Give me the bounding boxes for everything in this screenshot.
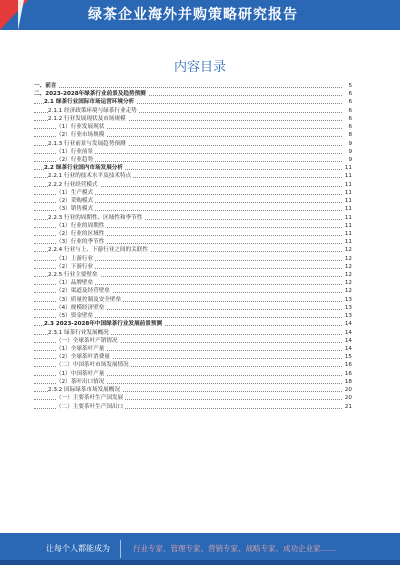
toc-entry-page: 15 — [342, 353, 352, 361]
toc-entry[interactable] — [34, 82, 352, 90]
toc-entry-page: 14 — [342, 329, 352, 337]
toc-entry-page: 9 — [342, 148, 352, 156]
toc-entry-page: 20 — [342, 386, 352, 394]
toc-entry-text: （1）生产模式 — [56, 189, 94, 196]
toc-entry-page: 13 — [342, 312, 352, 320]
toc-entry-text: 2.2 绿茶行业国内市场发展分析 — [44, 165, 123, 172]
toc-entry[interactable] — [34, 329, 352, 337]
toc-entry[interactable] — [34, 296, 352, 304]
toc-entry[interactable] — [34, 115, 352, 123]
toc-entry[interactable] — [34, 181, 352, 189]
toc-entry-text: 2.2.4 行业与上、下游行业之间的关联性 — [48, 247, 148, 254]
toc-entry-text: （3）质量控制及安全壁垒 — [56, 296, 122, 303]
toc-entry-text: （一）全球茶叶产销情况 — [56, 337, 118, 344]
toc-entry[interactable] — [34, 361, 352, 369]
toc-entry[interactable] — [34, 304, 352, 312]
toc-entry-text: （二）主要茶叶生产国出口 — [56, 403, 124, 410]
toc-entry-text: 2.2.1 行业的技术水平及技术特点 — [48, 173, 132, 180]
toc-entry-text: 2.2.3 行业的周期性、区域性和季节性 — [48, 214, 143, 221]
toc-entry-page: 18 — [342, 378, 352, 386]
toc-entry[interactable] — [34, 189, 352, 197]
toc-entry-page: 12 — [342, 255, 352, 263]
toc-entry-text: （2）行业的区域性 — [56, 230, 105, 237]
toc-entry-text: （1）行业的周期性 — [56, 222, 105, 229]
toc-entry-text: （2）行业市场规模 — [56, 132, 105, 139]
toc-entry-page: 12 — [342, 271, 352, 279]
toc-entry[interactable] — [34, 131, 352, 139]
toc-entry[interactable] — [34, 98, 352, 106]
toc-entry[interactable] — [34, 403, 352, 411]
toc-entry-page: 9 — [342, 140, 352, 148]
toc-entry[interactable] — [34, 378, 352, 386]
toc-entry[interactable] — [34, 205, 352, 213]
toc-entry-page: 20 — [342, 394, 352, 402]
toc-entry-text: （2）全球茶叶消费量 — [56, 354, 110, 361]
toc-entry[interactable] — [34, 90, 352, 98]
toc-entry[interactable] — [34, 287, 352, 295]
footer-bottom-bar — [0, 560, 400, 565]
toc-entry[interactable] — [34, 148, 352, 156]
toc-entry[interactable] — [34, 238, 352, 246]
toc-entry-text: （5）资金壁垒 — [56, 313, 94, 320]
toc-entry[interactable] — [34, 345, 352, 353]
toc-entry[interactable] — [34, 386, 352, 394]
toc-entry-page: 5 — [342, 82, 352, 90]
toc-entry-page: 13 — [342, 304, 352, 312]
table-of-contents — [34, 82, 352, 411]
toc-entry-page: 11 — [342, 197, 352, 205]
toc-entry[interactable] — [34, 197, 352, 205]
toc-entry-page: 14 — [342, 345, 352, 353]
toc-entry-page: 6 — [342, 98, 352, 106]
header-white-stripe — [18, 0, 24, 30]
toc-leader-dots — [34, 87, 342, 88]
toc-entry[interactable] — [34, 222, 352, 230]
toc-entry-page: 16 — [342, 361, 352, 369]
toc-entry-page: 11 — [342, 181, 352, 189]
toc-entry[interactable] — [34, 279, 352, 287]
toc-entry-text: （2）行业趋势 — [56, 156, 94, 163]
toc-entry[interactable] — [34, 320, 352, 328]
toc-entry-text: （1）品牌壁垒 — [56, 280, 94, 287]
toc-entry[interactable] — [34, 337, 352, 345]
toc-entry-text: 二、2023-2028年绿茶行业前景及趋势预测 — [34, 91, 146, 98]
toc-entry-page: 12 — [342, 263, 352, 271]
toc-entry[interactable] — [34, 394, 352, 402]
toc-entry-page: 11 — [342, 172, 352, 180]
toc-entry-text: （2）渠道及经营壁垒 — [56, 288, 110, 295]
toc-entry-text: （4）规模经济壁垒 — [56, 304, 105, 311]
toc-entry-page: 11 — [342, 164, 352, 172]
toc-entry-text: （一）主要茶叶生产国发展 — [56, 395, 124, 402]
toc-entry-text: 2.2.2 行业经营模式 — [48, 181, 98, 188]
toc-entry[interactable] — [34, 271, 352, 279]
toc-entry-page: 12 — [342, 279, 352, 287]
toc-entry-text: 2.3.1 绿茶行业发展概况 — [48, 329, 109, 336]
toc-entry-page: 11 — [342, 214, 352, 222]
footer-slogan-right: 行业专家、管理专家、营销专家、战略专家、成功企业家…… — [133, 544, 336, 553]
toc-entry-text: （1）上游行业 — [56, 255, 94, 262]
toc-entry-text: （二）中国茶叶市场发展情况 — [56, 362, 129, 369]
report-title: 绿茶企业海外并购策略研究报告 — [88, 7, 298, 23]
toc-entry[interactable] — [34, 255, 352, 263]
toc-heading: 内容目录 — [173, 60, 226, 75]
toc-entry-page: 11 — [342, 230, 352, 238]
toc-entry-text: （3）销售模式 — [56, 206, 94, 213]
toc-entry-text: （2）茶叶出口情况 — [56, 378, 105, 385]
toc-entry-page: 11 — [342, 238, 352, 246]
toc-entry-text: （1）中国茶叶产量 — [56, 370, 105, 377]
toc-entry[interactable] — [34, 230, 352, 238]
toc-entry-text: 2.1.3 行业前景与发展趋势预测 — [48, 140, 126, 147]
toc-entry-text: 2.3 2023-2028年中国绿茶行业发展前景预测 — [44, 321, 163, 328]
toc-entry-page: 6 — [342, 107, 352, 115]
toc-entry[interactable] — [34, 140, 352, 148]
toc-entry-page: 14 — [342, 320, 352, 328]
toc-entry-text: 2.1.2 行业发展现状及市场规模 — [48, 115, 126, 122]
toc-entry-page: 9 — [342, 156, 352, 164]
toc-entry[interactable] — [34, 312, 352, 320]
toc-entry-page: 11 — [342, 205, 352, 213]
toc-entry[interactable] — [34, 214, 352, 222]
toc-entry-text: 2.3.2 国际绿茶市场发展概况 — [48, 387, 120, 394]
toc-entry-text: 2.1 绿茶行业国际市场运营环境分析 — [44, 99, 135, 106]
toc-entry[interactable] — [34, 172, 352, 180]
toc-entry-page: 8 — [342, 131, 352, 139]
toc-entry[interactable] — [34, 246, 352, 254]
toc-entry-page: 6 — [342, 90, 352, 98]
toc-entry-page: 11 — [342, 222, 352, 230]
toc-entry-text: 2.2.5 行业主要壁垒 — [48, 272, 98, 279]
toc-entry-page: 14 — [342, 337, 352, 345]
toc-entry-text: 2.1.1 经济政策环境与绿茶行业走势 — [48, 107, 137, 114]
toc-entry[interactable] — [34, 164, 352, 172]
footer-divider — [120, 540, 121, 558]
toc-entry-text: （1）行业前景 — [56, 148, 94, 155]
toc-entry-page: 13 — [342, 296, 352, 304]
toc-entry-text: （2）采购模式 — [56, 198, 94, 205]
toc-entry-text: （2）下游行业 — [56, 263, 94, 270]
toc-entry[interactable] — [34, 263, 352, 271]
toc-entry[interactable] — [34, 107, 352, 115]
toc-entry-page: 11 — [342, 189, 352, 197]
toc-entry-page: 6 — [342, 123, 352, 131]
report-header — [0, 0, 400, 30]
toc-entry[interactable] — [34, 156, 352, 164]
footer-slogan-left: 让每个人都能成为 — [46, 544, 110, 553]
toc-entry-text: （3）行业的季节性 — [56, 239, 105, 246]
toc-entry-page: 21 — [342, 403, 352, 411]
toc-entry-page: 12 — [342, 287, 352, 295]
toc-entry[interactable] — [34, 123, 352, 131]
toc-entry-page: 12 — [342, 246, 352, 254]
toc-entry-page: 6 — [342, 115, 352, 123]
toc-entry-page: 16 — [342, 370, 352, 378]
toc-entry-text: 一、前言 — [34, 83, 57, 89]
toc-entry[interactable] — [34, 370, 352, 378]
toc-entry[interactable] — [34, 353, 352, 361]
toc-entry-text: （1）行业发展现状 — [56, 124, 105, 131]
toc-entry-text: （1）全球茶叶产量 — [56, 346, 105, 352]
